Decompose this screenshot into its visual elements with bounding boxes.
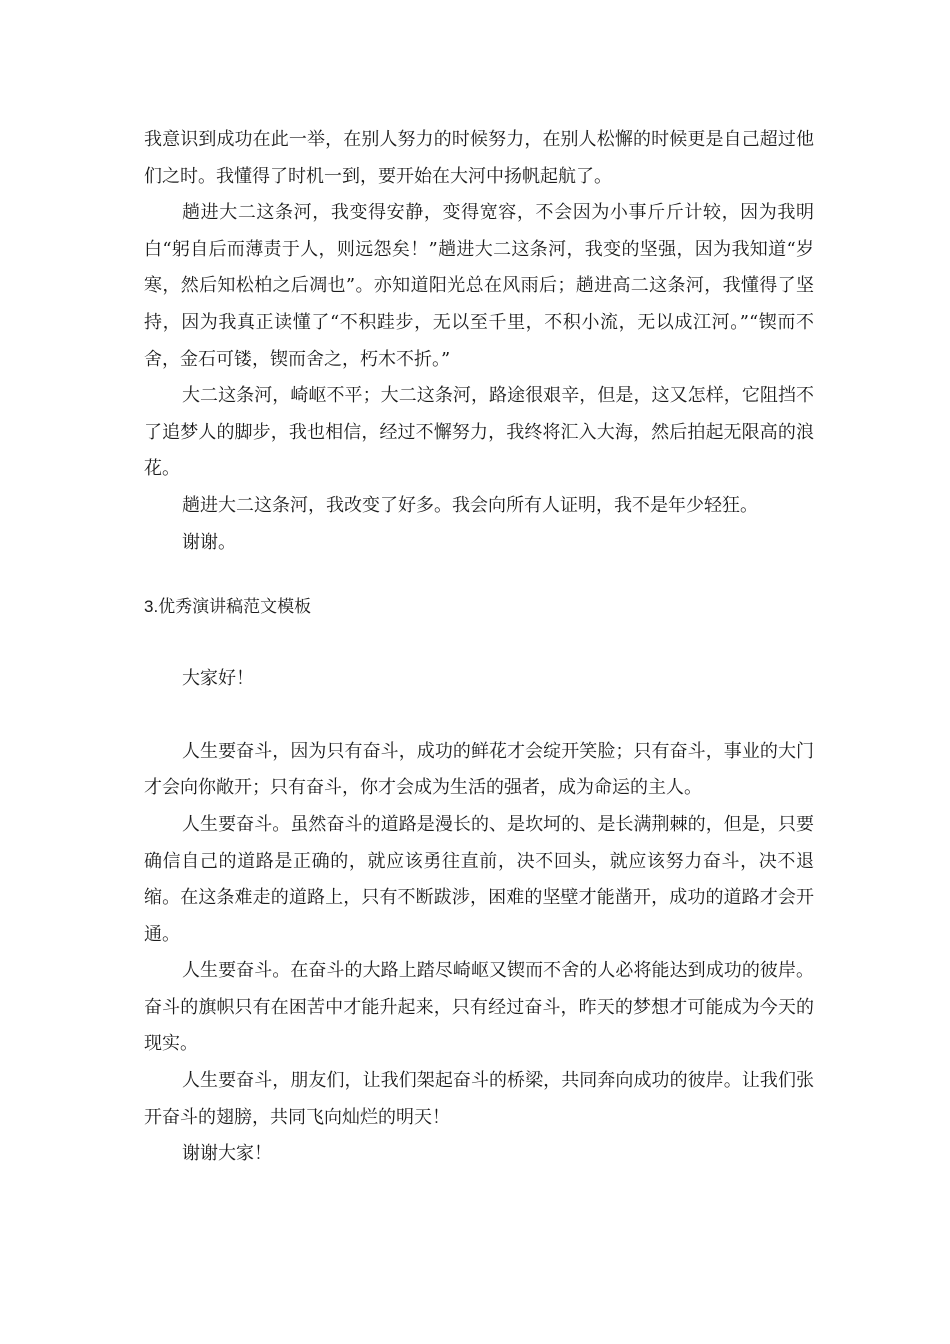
paragraph: 我意识到成功在此一举，在别人努力的时候努力，在别人松懈的时候更是自己超过他们之时。我懂得了时机一到，要开始在大河中扬帆起航了。: [144, 129, 814, 187]
document-body: [144, 122, 814, 1173]
paragraph: 趟进大二这条河，我改变了好多。我会向所有人证明，我不是年少轻狂。: [182, 494, 758, 516]
paragraph: 人生要奋斗。虽然奋斗的道路是漫长的、是坎坷的、是长满荆棘的，但是，只要确信自己的道路是正确的，就应该勇往直前，决不回头，就应该努力奋斗，决不退缩。在这条难走的道路上，只有不断跋涉，困难的坚壁才能凿开，成功的道路才会开通。: [144, 813, 814, 945]
paragraph: 趟进大二这条河，我变得安静，变得宽容，不会因为小事斤斤计较，因为我明白“躬自后而薄责于人，则远怨矣！”趟进大二这条河，我变的坚强，因为我知道“岁寒，然后知松柏之后凋也”。亦知道阳光总在风雨后；趟进高二这条河，我懂得了坚持，因为我真正读懂了“不积跬步，无以至千里，不积小流，无以成江河。”“锲而不舍，金石可镂，锲而舍之，朽木不折。”: [144, 202, 814, 370]
section-heading: 3.优秀演讲稿范文模板: [144, 597, 312, 617]
paragraph: 大二这条河，崎岖不平；大二这条河，路途很艰辛，但是，这又怎样，它阻挡不了追梦人的脚步，我也相信，经过不懈努力，我终将汇入大海，然后拍起无限高的浪花。: [144, 385, 814, 480]
closing-line: 谢谢。: [182, 531, 236, 553]
greeting-line: 大家好！: [182, 668, 254, 690]
paragraph: 人生要奋斗。在奋斗的大路上踏尽崎岖又锲而不舍的人必将能达到成功的彼岸。奋斗的旗帜只有在困苦中才能升起来，只有经过奋斗，昨天的梦想才可能成为今天的现实。: [144, 960, 814, 1055]
paragraph: 人生要奋斗，因为只有奋斗，成功的鲜花才会绽开笑脸；只有奋斗，事业的大门才会向你敞开；只有奋斗，你才会成为生活的强者，成为命运的主人。: [144, 740, 814, 799]
closing-line: 谢谢大家！: [182, 1143, 272, 1165]
paragraph: 人生要奋斗，朋友们，让我们架起奋斗的桥梁，共同奔向成功的彼岸。让我们张开奋斗的翅膀，共同飞向灿烂的明天！: [144, 1070, 814, 1128]
